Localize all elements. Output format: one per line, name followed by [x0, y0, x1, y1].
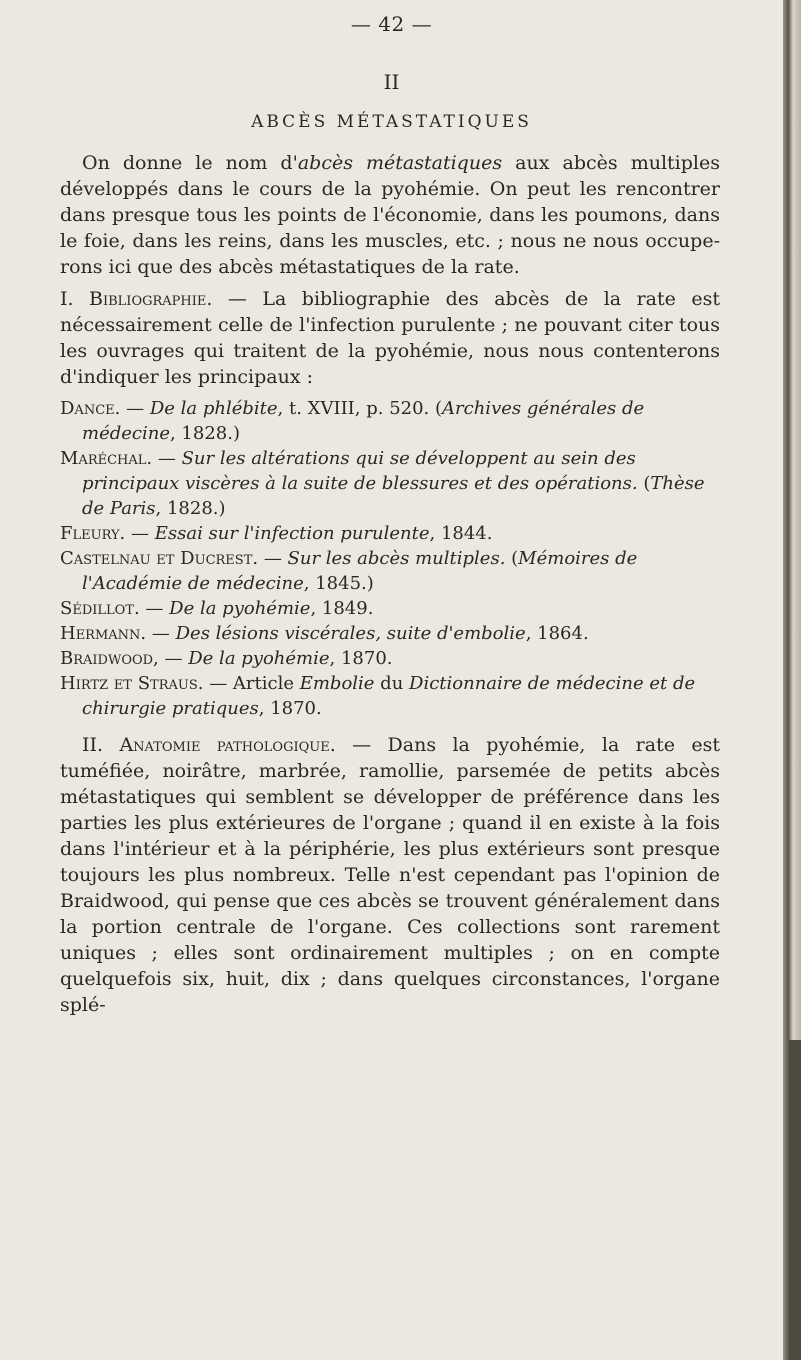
- reference-title: Des lésions viscérales, suite d'embolie: [175, 623, 526, 644]
- anatomy-heading: II. Anatomie pathologique.: [82, 734, 336, 756]
- reference-detail: (: [637, 473, 651, 494]
- reference-separator: — Article: [203, 673, 300, 694]
- reference-detail: , 1870.: [329, 648, 393, 669]
- reference-author: Dance.: [60, 398, 121, 419]
- reference-separator: —: [125, 523, 155, 544]
- reference-tail: , 1828.): [155, 498, 226, 519]
- reference-author: Hirtz et Straus.: [60, 673, 204, 694]
- reference-entry: [60, 521, 720, 546]
- reference-entry: [60, 546, 720, 596]
- reference-list: [60, 396, 720, 721]
- reference-source: Mémoires de l'Académie de médecine: [82, 548, 638, 594]
- reference-entry: [60, 396, 720, 446]
- reference-author: Fleury.: [60, 523, 126, 544]
- reference-separator: —: [120, 398, 150, 419]
- reference-detail: (: [505, 548, 519, 569]
- reference-entry: [60, 446, 720, 521]
- reference-author: Maréchal.: [60, 448, 153, 469]
- reference-separator: —: [152, 448, 182, 469]
- reference-separator: —: [146, 623, 176, 644]
- intro-paragraph: [60, 150, 720, 280]
- reference-separator: —: [139, 598, 170, 619]
- reference-entry: [60, 671, 720, 721]
- reference-title: Essai sur l'infection purulente: [154, 523, 430, 544]
- section-title: ABCÈS MÉTASTATIQUES: [251, 112, 532, 132]
- anatomy-paragraph: [60, 732, 720, 1018]
- reference-detail: , 1864.: [525, 623, 589, 644]
- reference-detail: , 1844.: [429, 523, 493, 544]
- reference-detail: du: [374, 673, 410, 694]
- bibliography-text: — La bibliographie des abcès de la rate est nécessairement celle de l'infection purulente ; ne pouvant citer tous les ouvrages qui traitent de la pyohémie, nous nous contenterons d'indiquer les principaux :: [60, 288, 720, 388]
- reference-author: Hermann.: [60, 623, 147, 644]
- reference-separator: —: [158, 648, 189, 669]
- reference-separator: —: [258, 548, 288, 569]
- reference-entry: [60, 646, 720, 671]
- intro-text-3: aux abcès multiples développés dans le cours de la pyohémie. On peut les rencontrer dans presque tous les points de l'économie, dans les poumons, dans le foie, dans les reins, dans les muscles, etc. ; nous ne nous occupe-rons ici que des abcès métastatiques de la rate.: [60, 152, 720, 278]
- reference-title: De la phlébite: [149, 398, 278, 419]
- reference-tail: , 1845.): [303, 573, 374, 594]
- reference-entry: [60, 621, 720, 646]
- page-edge-shadow: [789, 1040, 801, 1360]
- reference-author: Sédillot.: [60, 598, 140, 619]
- section-numeral: II: [383, 70, 400, 94]
- reference-title: De la pyohémie: [188, 648, 330, 669]
- anatomy-text: — Dans la pyohémie, la rate est tuméfiée, noirâtre, marbrée, ramollie, parsemée de petits abcès métastatiques qui semblent se développer de préférence dans les parties les plus extérieures de l'organe ; quand il en existe à la fois dans l'intérieur et à la périphérie, les plus extérieurs sont presque toujours les plus nombreux. Telle n'est cependant pas l'opinion de Braidwood, qui pense que ces abcès se trouvent généralement dans la portion centrale de l'organe. Ces collections sont rarement uniques ; elles sont ordinairement multiples ; on en compte quelquefois six, huit, dix ; dans quelques circonstances, l'organe splé-: [60, 734, 720, 1016]
- bibliography-paragraph: [60, 286, 720, 390]
- reference-detail: , t. XVIII, p. 520. (: [277, 398, 443, 419]
- reference-source: Dictionnaire de médecine et de chirurgie pratiques: [82, 673, 696, 719]
- reference-author: Castelnau et Ducrest.: [60, 548, 259, 569]
- page-number: — 42 —: [350, 12, 433, 36]
- reference-source: Archives générales de médecine: [82, 398, 645, 444]
- reference-source: Thèse de Paris: [82, 473, 705, 519]
- intro-term: abcès métastatiques: [297, 152, 503, 174]
- reference-title: Sur les altérations qui se développent au sein des principaux viscères à la suite de blessures et des opérations.: [82, 448, 638, 494]
- reference-author: Braidwood,: [60, 648, 159, 669]
- reference-title: De la pyohémie: [169, 598, 311, 619]
- reference-title: Sur les abcès multiples.: [287, 548, 506, 569]
- reference-title: Embolie: [299, 673, 375, 694]
- reference-detail: , 1849.: [310, 598, 374, 619]
- bibliography-heading: I. Bibliographie.: [60, 288, 213, 310]
- intro-text-1: On donne le nom d': [82, 152, 298, 174]
- reference-tail: , 1870.: [258, 698, 322, 719]
- reference-tail: , 1828.): [169, 423, 240, 444]
- reference-entry: [60, 596, 720, 621]
